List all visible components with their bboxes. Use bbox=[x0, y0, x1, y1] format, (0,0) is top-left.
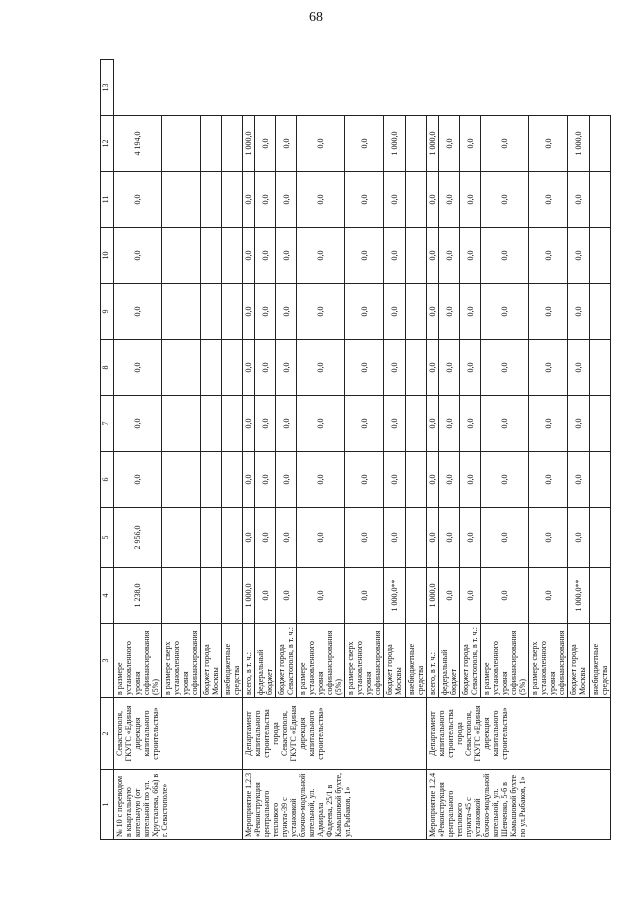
funding-source-cell: всего, в т. ч.: bbox=[243, 624, 255, 698]
value-cell: 0,0 bbox=[529, 172, 568, 228]
value-cell: 4 194,0 bbox=[114, 116, 162, 172]
column-header: 9 bbox=[101, 284, 114, 340]
value-cell: 0,0 bbox=[255, 452, 276, 508]
value-cell bbox=[162, 116, 201, 172]
value-cell: 0,0 bbox=[114, 228, 162, 284]
value-cell bbox=[590, 568, 611, 624]
value-cell: 0,0 bbox=[460, 340, 481, 396]
value-cell: 0,0 bbox=[114, 452, 162, 508]
funding-source-cell: бюджет города Москвы bbox=[568, 624, 590, 698]
value-cell bbox=[406, 396, 427, 452]
value-cell: 0,0 bbox=[276, 228, 297, 284]
value-cell: 0,0 bbox=[460, 284, 481, 340]
value-cell: 0,0 bbox=[481, 508, 529, 568]
value-cell: 0,0 bbox=[345, 228, 384, 284]
value-cell bbox=[201, 508, 222, 568]
funding-source-cell: в размере сверх установленного уровня софинансирования bbox=[162, 624, 201, 698]
value-cell: 0,0 bbox=[568, 172, 590, 228]
value-cell: 2 956,0 bbox=[114, 508, 162, 568]
value-cell: 0,0 bbox=[276, 172, 297, 228]
value-cell: 0,0 bbox=[345, 508, 384, 568]
value-cell bbox=[162, 228, 201, 284]
column-header: 2 bbox=[101, 698, 114, 770]
value-cell bbox=[406, 228, 427, 284]
column-header: 1 bbox=[101, 770, 114, 840]
executor-cell: Департамент капитального строительства города Севастополя, ГКУГС «Единая дирекция капитального строительства» bbox=[427, 698, 611, 770]
value-cell bbox=[590, 284, 611, 340]
value-cell: 0,0 bbox=[481, 568, 529, 624]
value-cell bbox=[162, 568, 201, 624]
page-number: 68 bbox=[309, 10, 323, 25]
value-cell bbox=[201, 396, 222, 452]
value-cell: 0,0 bbox=[529, 508, 568, 568]
value-cell bbox=[201, 172, 222, 228]
value-cell: 0,0 bbox=[439, 568, 460, 624]
value-cell: 0,0 bbox=[481, 284, 529, 340]
funding-source-cell: в размере установленного уровня софинансирования (5%) bbox=[114, 624, 162, 698]
value-cell: 0,0 bbox=[460, 396, 481, 452]
value-cell: 0,0 bbox=[384, 228, 406, 284]
value-cell: 0,0 bbox=[427, 508, 439, 568]
value-cell: 0,0 bbox=[255, 172, 276, 228]
rotated-table-container bbox=[100, 60, 609, 840]
value-cell bbox=[406, 284, 427, 340]
value-cell: 0,0 bbox=[460, 116, 481, 172]
value-cell: 0,0 bbox=[568, 228, 590, 284]
value-cell: 0,0 bbox=[345, 172, 384, 228]
value-cell: 0,0 bbox=[255, 508, 276, 568]
value-cell: 0,0 bbox=[568, 284, 590, 340]
funding-source-cell: федеральный бюджет bbox=[439, 624, 460, 698]
value-cell bbox=[222, 284, 243, 340]
value-cell bbox=[222, 228, 243, 284]
value-cell: 0,0 bbox=[460, 228, 481, 284]
funding-source-cell: бюджет города Москвы bbox=[384, 624, 406, 698]
value-cell: 1 000,0 bbox=[384, 116, 406, 172]
value-cell: 0,0 bbox=[427, 172, 439, 228]
value-cell: 0,0 bbox=[297, 452, 345, 508]
column-header: 4 bbox=[101, 568, 114, 624]
column-header: 5 bbox=[101, 508, 114, 568]
value-cell: 0,0 bbox=[243, 284, 255, 340]
value-cell: 0,0 bbox=[345, 568, 384, 624]
value-cell bbox=[201, 284, 222, 340]
value-cell: 0,0 bbox=[243, 508, 255, 568]
value-cell bbox=[162, 284, 201, 340]
value-cell: 0,0 bbox=[243, 340, 255, 396]
value-cell bbox=[590, 172, 611, 228]
value-cell bbox=[222, 508, 243, 568]
funding-source-cell: внебюджетные средства bbox=[590, 624, 611, 698]
value-cell: 0,0 bbox=[243, 396, 255, 452]
value-cell: 0,0 bbox=[297, 228, 345, 284]
value-cell: 0,0 bbox=[255, 396, 276, 452]
value-cell: 0,0 bbox=[243, 452, 255, 508]
header-row bbox=[101, 60, 114, 840]
funding-source-cell: всего, в т. ч.: bbox=[427, 624, 439, 698]
value-cell: 0,0 bbox=[345, 284, 384, 340]
funding-source-cell: бюджет города Москвы bbox=[201, 624, 222, 698]
value-cell bbox=[222, 568, 243, 624]
value-cell: 1 000,0 bbox=[427, 116, 439, 172]
column-header: 12 bbox=[101, 116, 114, 172]
value-cell: 0,0 bbox=[297, 508, 345, 568]
value-cell: 1 000,0 bbox=[243, 116, 255, 172]
value-cell: 0,0 bbox=[460, 508, 481, 568]
value-cell: 0,0 bbox=[427, 396, 439, 452]
table-body bbox=[114, 60, 611, 840]
value-cell: 0,0 bbox=[276, 568, 297, 624]
value-cell: 0,0 bbox=[384, 396, 406, 452]
value-cell: 0,0 bbox=[568, 396, 590, 452]
value-cell: 0,0 bbox=[276, 284, 297, 340]
value-cell bbox=[406, 116, 427, 172]
value-cell: 0,0 bbox=[568, 508, 590, 568]
table-viewport bbox=[100, 60, 609, 840]
value-cell: 0,0 bbox=[297, 284, 345, 340]
value-cell: 0,0 bbox=[439, 508, 460, 568]
value-cell: 0,0 bbox=[439, 284, 460, 340]
value-cell: 0,0 bbox=[384, 284, 406, 340]
value-cell: 0,0 bbox=[243, 228, 255, 284]
value-cell: 0,0 bbox=[568, 340, 590, 396]
value-cell: 1 000,0** bbox=[568, 568, 590, 624]
value-cell: 0,0 bbox=[297, 568, 345, 624]
value-cell: 0,0 bbox=[481, 172, 529, 228]
value-cell bbox=[590, 396, 611, 452]
value-cell: 0,0 bbox=[114, 396, 162, 452]
value-cell: 0,0 bbox=[384, 340, 406, 396]
value-cell bbox=[406, 172, 427, 228]
value-cell: 0,0 bbox=[529, 568, 568, 624]
value-cell bbox=[162, 452, 201, 508]
value-cell bbox=[162, 340, 201, 396]
value-cell: 0,0 bbox=[529, 396, 568, 452]
value-cell bbox=[590, 508, 611, 568]
value-cell: 0,0 bbox=[481, 396, 529, 452]
value-cell: 0,0 bbox=[345, 340, 384, 396]
value-cell bbox=[590, 452, 611, 508]
value-cell: 0,0 bbox=[255, 340, 276, 396]
value-cell: 0,0 bbox=[460, 568, 481, 624]
value-cell bbox=[222, 452, 243, 508]
column-header: 13 bbox=[101, 60, 114, 116]
value-cell bbox=[406, 340, 427, 396]
value-cell: 0,0 bbox=[529, 116, 568, 172]
value-cell: 0,0 bbox=[427, 228, 439, 284]
value-cell bbox=[222, 116, 243, 172]
value-cell: 0,0 bbox=[276, 508, 297, 568]
value-cell bbox=[590, 228, 611, 284]
value-cell: 0,0 bbox=[345, 396, 384, 452]
value-cell: 1 000,0 bbox=[568, 116, 590, 172]
event-name-cell: Мероприятие 1.2.4 «Реконструкция центрального теплового пункта-45 с установкой блочно-модульной котельной, ул. Шевченко, 5-б в Камышовой бухте по ул.Рыбаков, 1» bbox=[427, 770, 611, 840]
funding-source-cell: внебюджетные средства bbox=[222, 624, 243, 698]
value-cell bbox=[590, 340, 611, 396]
value-cell: 0,0 bbox=[243, 172, 255, 228]
event-name-cell: Мероприятие 1.2.3 «Реконструкция центрального теплового пункта-39 с установкой блочно-модульной котельной, ул. Адмирала Фадеева, 25/1 в Камышовой бухте, ул.Рыбаков, 1» bbox=[243, 770, 427, 840]
value-cell: 0,0 bbox=[568, 452, 590, 508]
value-cell: 1 000,0** bbox=[384, 568, 406, 624]
funding-source-cell: бюджет города Севастополя, в т. ч.: bbox=[276, 624, 297, 698]
value-cell: 0,0 bbox=[114, 284, 162, 340]
value-cell bbox=[590, 116, 611, 172]
value-cell: 0,0 bbox=[439, 396, 460, 452]
value-cell bbox=[162, 172, 201, 228]
funding-source-cell: бюджет города Севастополя, в т. ч.: bbox=[460, 624, 481, 698]
value-cell: 0,0 bbox=[114, 340, 162, 396]
value-cell: 0,0 bbox=[439, 340, 460, 396]
value-cell bbox=[201, 452, 222, 508]
event-name-cell: № 10 с переводом в квартальную котельную (от котельной по ул. Хрусталева, 66а) в г. Севастополе» bbox=[114, 770, 243, 840]
value-cell: 0,0 bbox=[297, 172, 345, 228]
value-cell: 0,0 bbox=[481, 228, 529, 284]
executor-cell: Севастополя, ГКУГС «Единая дирекция капитального строительства» bbox=[114, 698, 243, 770]
value-cell: 0,0 bbox=[114, 172, 162, 228]
value-cell: 1 000,0 bbox=[243, 568, 255, 624]
value-cell bbox=[406, 452, 427, 508]
value-cell: 0,0 bbox=[460, 172, 481, 228]
value-cell: 0,0 bbox=[427, 284, 439, 340]
value-cell: 0,0 bbox=[297, 116, 345, 172]
value-cell: 0,0 bbox=[427, 340, 439, 396]
value-cell: 0,0 bbox=[297, 340, 345, 396]
column-header: 6 bbox=[101, 452, 114, 508]
value-cell bbox=[201, 340, 222, 396]
table-row bbox=[427, 60, 439, 840]
table-row bbox=[114, 60, 162, 840]
value-cell: 0,0 bbox=[255, 116, 276, 172]
value-cell: 0,0 bbox=[439, 228, 460, 284]
value-cell: 0,0 bbox=[345, 452, 384, 508]
funding-source-cell: федеральный бюджет bbox=[255, 624, 276, 698]
value-cell: 1 000,0 bbox=[427, 568, 439, 624]
value-cell: 1 238,0 bbox=[114, 568, 162, 624]
value-cell bbox=[201, 568, 222, 624]
value-cell: 0,0 bbox=[481, 116, 529, 172]
value-cell bbox=[222, 172, 243, 228]
value-cell: 0,0 bbox=[276, 396, 297, 452]
value-cell: 0,0 bbox=[529, 452, 568, 508]
value-cell bbox=[222, 396, 243, 452]
value-cell: 0,0 bbox=[297, 396, 345, 452]
value-cell: 0,0 bbox=[427, 452, 439, 508]
value-cell: 0,0 bbox=[439, 452, 460, 508]
value-cell bbox=[162, 396, 201, 452]
value-cell: 0,0 bbox=[384, 452, 406, 508]
value-cell: 0,0 bbox=[481, 340, 529, 396]
funding-source-cell: в размере установленного уровня софинансирования (5%) bbox=[481, 624, 529, 698]
value-cell bbox=[201, 228, 222, 284]
value-cell: 0,0 bbox=[439, 172, 460, 228]
executor-cell: Департамент капитального строительства города Севастополя, ГКУГС «Единая дирекция капитального строительства» bbox=[243, 698, 427, 770]
budget-table bbox=[100, 59, 611, 840]
value-cell: 0,0 bbox=[529, 284, 568, 340]
value-cell: 0,0 bbox=[345, 116, 384, 172]
funding-source-cell: в размере сверх установленного уровня софинансирования bbox=[529, 624, 568, 698]
value-cell: 0,0 bbox=[255, 568, 276, 624]
column-header: 3 bbox=[101, 624, 114, 698]
value-cell: 0,0 bbox=[276, 340, 297, 396]
value-cell bbox=[162, 508, 201, 568]
column-header: 8 bbox=[101, 340, 114, 396]
value-cell bbox=[222, 340, 243, 396]
funding-source-cell: в размере сверх установленного уровня софинансирования bbox=[345, 624, 384, 698]
column-header: 10 bbox=[101, 228, 114, 284]
value-cell: 0,0 bbox=[255, 284, 276, 340]
value-cell: 0,0 bbox=[460, 452, 481, 508]
value-cell: 0,0 bbox=[255, 228, 276, 284]
funding-source-cell: внебюджетные средства bbox=[406, 624, 427, 698]
value-cell bbox=[406, 508, 427, 568]
value-cell: 0,0 bbox=[384, 172, 406, 228]
column-header: 11 bbox=[101, 172, 114, 228]
value-cell: 0,0 bbox=[276, 452, 297, 508]
value-cell: 0,0 bbox=[384, 508, 406, 568]
table-row bbox=[243, 60, 255, 840]
value-cell bbox=[201, 116, 222, 172]
value-cell bbox=[406, 568, 427, 624]
column-header: 7 bbox=[101, 396, 114, 452]
value-cell: 0,0 bbox=[276, 116, 297, 172]
value-cell: 0,0 bbox=[439, 116, 460, 172]
value-cell: 0,0 bbox=[481, 452, 529, 508]
value-cell: 0,0 bbox=[529, 228, 568, 284]
funding-source-cell: в размере установленного уровня софинансирования (5%) bbox=[297, 624, 345, 698]
value-cell: 0,0 bbox=[529, 340, 568, 396]
